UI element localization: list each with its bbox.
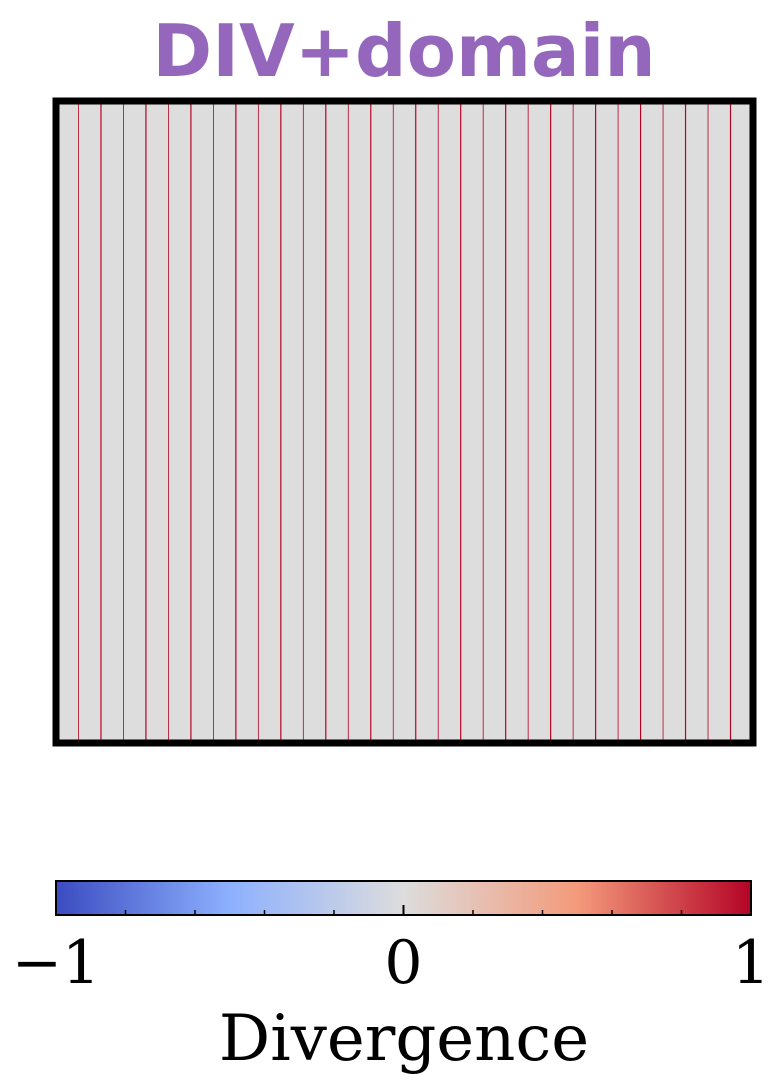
colorbar-tick-label: 1 — [731, 928, 771, 998]
colorbar-label: Divergence — [218, 1002, 590, 1076]
colorbar-tick-label: 0 — [384, 928, 423, 998]
colorbar-tick-label: −1 — [11, 928, 101, 998]
heatmap-field — [56, 101, 753, 743]
colorbar-tick-labels — [12, 928, 770, 998]
chart-title: DIV+domain — [152, 9, 656, 93]
